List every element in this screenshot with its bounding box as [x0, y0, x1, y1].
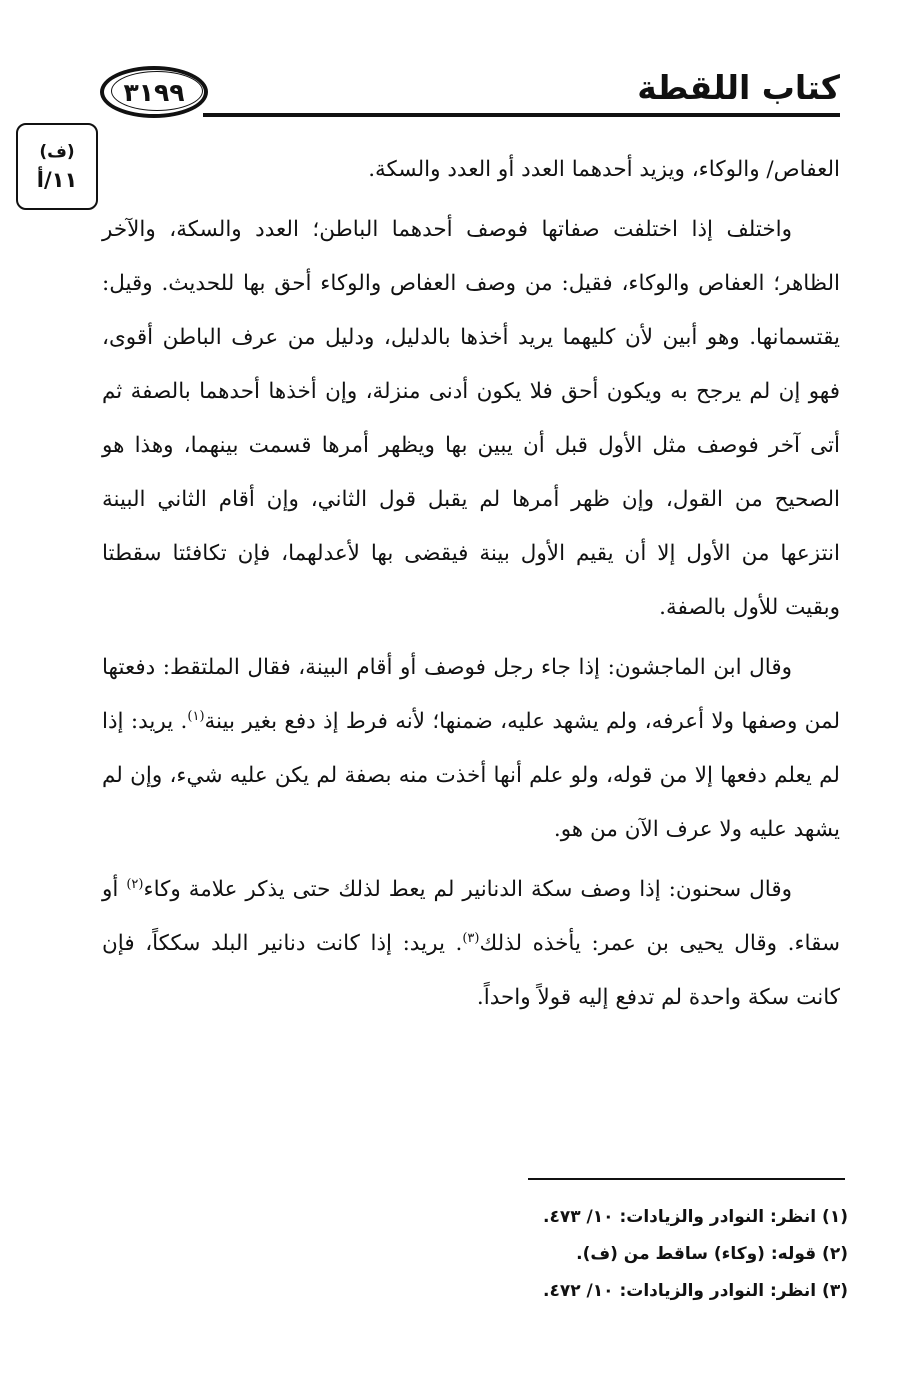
book-title: كتاب اللقطة — [637, 68, 840, 107]
page-number — [100, 66, 208, 118]
text-run: . يريد: إذا كانت دنانير البلد سككاً، فإن كانت سكة واحدة لم تدفع إليه قولاً واحداً. — [102, 931, 840, 1010]
paragraph — [102, 203, 840, 635]
page-number-text: ٣١٩٩ — [123, 77, 185, 107]
text-run: واختلف إذا اختلفت صفاتها فوصف أحدهما الباطن؛ العدد والسكة، والآخر الظاهر؛ العفاص والوكاء، فقيل: من وصف العفاص والوكاء أحق بها للحديث. وقيل: يقتسمانها. وهو أبين لأن كليهما يريد أخذها بالدليل، ودليل من عرف الباطن أقوى، فهو إن لم يرجح به ويكون أحق فلا يكون أدنى منزلة، وإن أخذها أحدهما بالصفة ثم أتى آخر فوصف مثل الأول قبل أن يبين بها ويظهر أمرها قسمت بينهما، وهذا هو الصحيح من القول، وإن ظهر أمرها لم يقبل قول الثاني، وإن أقام الثاني البينة انتزعها من الأول إلا أن يقيم الأول بينة فيقضى بها لأعدلهما، فإن تكافئتا سقطتا وبقيت للأول بالصفة. — [102, 217, 840, 620]
paragraph — [102, 143, 840, 197]
text-run: العفاص/ والوكاء، ويزيد أحدهما العدد أو العدد والسكة. — [368, 157, 840, 182]
text-run: وقال سحنون: إذا وصف سكة الدنانير لم يعط لذلك حتى يذكر علامة وكاء — [143, 877, 792, 902]
footnote: (٢) قوله: (وكاء) ساقط من (ف). — [576, 1244, 848, 1264]
paragraph — [102, 863, 840, 1025]
footnote-ref: (٣) — [462, 930, 480, 946]
footnote-ref: (٢) — [126, 876, 144, 892]
footnote: (٣) انظر: النوادر والزيادات: ١٠/ ٤٧٢. — [543, 1281, 848, 1301]
folio-number: ١١/أ — [36, 167, 78, 192]
footnotes — [400, 1199, 848, 1310]
text-run: وقال ابن الماجشون: إذا جاء رجل فوصف أو أقام البينة، فقال الملتقط: دفعتها لمن وصفها ولا أعرفه، ولم يشهد عليه، ضمنها؛ لأنه فرط إذ دفع بغير بينة — [102, 655, 840, 734]
text-run: . يريد: إذا لم يعلم دفعها إلا من قوله، ولو علم أنها أخذت منه بصفة لم يكن عليه شيء، وإن لم يشهد عليه ولا عرف الآن من هو. — [102, 709, 840, 842]
manuscript-siglum: (ف) — [39, 141, 75, 162]
manuscript-folio-ref — [16, 123, 98, 210]
text-run: أو سقاء. وقال يحيى بن عمر: يأخذه لذلك — [102, 877, 841, 956]
footnote-ref: (١) — [187, 708, 205, 724]
footnote-rule — [528, 1178, 845, 1180]
footnote: (١) انظر: النوادر والزيادات: ١٠/ ٤٧٣. — [543, 1207, 848, 1227]
paragraph — [102, 641, 840, 857]
header-rule — [203, 113, 840, 117]
main-body — [102, 143, 840, 1025]
